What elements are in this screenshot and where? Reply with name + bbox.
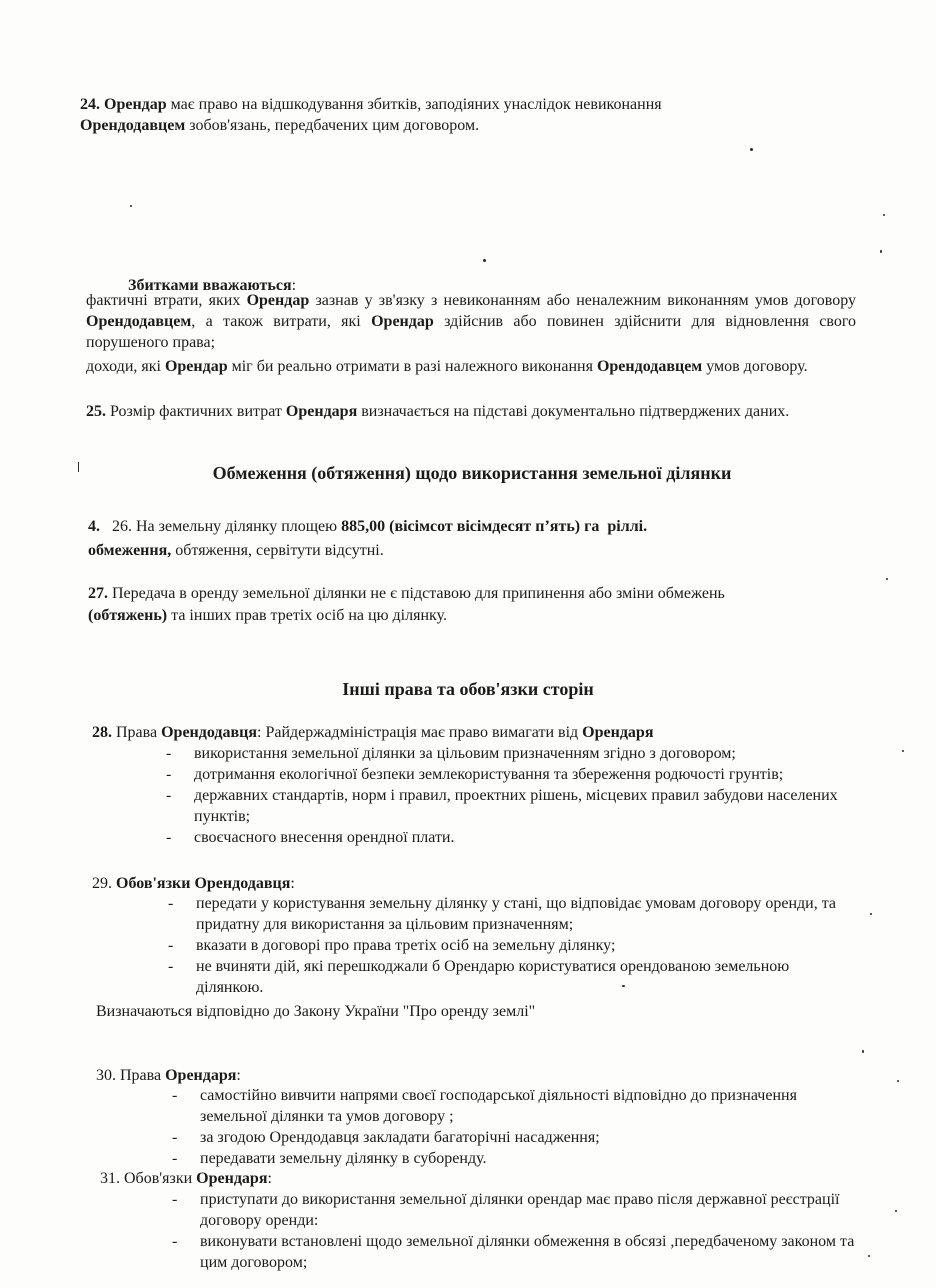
section-heading-rights: Інші права та обов'язки сторін — [342, 679, 594, 699]
scan-speck — [750, 148, 753, 151]
paragraph-25: 25. Розмір фактичних витрат Орендаря визначається на підставі документально підтверджених даних. — [86, 403, 790, 420]
clause-number: 24. — [80, 96, 100, 113]
list-item: - виконувати встановлені щодо земельної ділянки обмеження в обсязі ,передбаченому законом та цим договором; — [172, 1231, 864, 1273]
list-item: - передати у користування земельну ділянку у стані, що відповідає умовам договору оренди, та придатну для використання за цільовим призначенням; — [168, 893, 848, 935]
paragraph-31: 31. Обов'язки Орендаря: — [100, 1170, 272, 1187]
scan-speck — [862, 1050, 864, 1053]
list-item: - використання земельної ділянки за цільовим призначенням згідно з договором; — [166, 743, 866, 764]
clause-number: 28. — [92, 724, 112, 741]
list-item: - за згодою Орендодавця закладати багаторічні насадження; — [172, 1127, 812, 1148]
law-reference: Визначаються відповідно до Закону України "Про оренду землі" — [96, 1003, 536, 1020]
scan-speck — [883, 214, 885, 216]
lessee-obligations-list — [172, 1189, 864, 1273]
section-heading-restrictions: Обмеження (обтяження) щодо використання земельної ділянки — [212, 463, 732, 483]
scan-speck — [886, 578, 888, 580]
list-item: - дотримання екологічної безпеки землекористування та збереження родючості грунтів; — [166, 764, 866, 785]
scan-speck — [902, 750, 904, 752]
clause-number: 25. — [86, 403, 106, 420]
paragraph-24 — [80, 94, 760, 136]
scan-speck — [880, 250, 882, 253]
scan-speck — [130, 205, 132, 207]
paragraph-28: 28. Права Орендодавця: Райдержадміністрація має право вимагати від Орендаря — [92, 724, 654, 741]
paragraph-text: зобов'язань, передбачених цим договором. — [189, 117, 480, 134]
list-item: - державних стандартів, норм і правил, проектних рішень, місцевих правил забудови населених пунктів; — [166, 785, 844, 827]
paragraph-29: 29. Обов'язки Орендодавця: — [92, 875, 295, 892]
clause-number: 26. — [112, 518, 132, 535]
clause-number: 27. — [88, 585, 108, 602]
list-item: - не вчиняти дій, які перешкоджали б Орендарю користуватися орендованою земельною ділянкою. — [168, 956, 796, 998]
scan-speck — [483, 259, 486, 262]
clause-number: 29. — [92, 875, 112, 892]
scan-speck — [870, 913, 872, 915]
lessor-rights-list — [166, 743, 866, 848]
party-name: Орендар — [104, 96, 167, 113]
scan-speck — [897, 1080, 899, 1082]
losses-title: Збитками вважаються: — [128, 277, 297, 294]
clause-number: 31. — [100, 1170, 120, 1187]
paragraph-text: має право на відшкодування збитків, заподіяних унаслідок невиконання — [170, 96, 662, 113]
paragraph-30: 30. Права Орендаря: — [96, 1067, 241, 1084]
scan-speck — [78, 462, 79, 472]
party-name: Орендодавцем — [80, 117, 186, 134]
scan-speck — [622, 985, 625, 987]
list-item: - приступати до використання земельної ділянки орендар має право після державної реєстрації договору оренди: — [172, 1189, 864, 1231]
clause-number: 30. — [96, 1067, 116, 1084]
losses-item-actual: фактичні втрати, яких Орендар зазнав у зв'язку з невиконанням або неналежним виконанням умов договору Орендодавцем, а також витрати, які Орендар здійснив або повинен здійснити для відновлення свого порушеного права; — [86, 292, 857, 351]
list-item: - передавати земельну ділянку в суборенду. — [172, 1148, 812, 1169]
lessor-obligations-list — [168, 893, 848, 998]
paragraph-27: 27. Передача в оренду земельної ділянки не є підставою для припинення або зміни обмежень (обтяжень) та інших прав третіх осіб на цю ділянку. — [88, 585, 725, 624]
list-item: - своєчасного внесення орендної плати. — [166, 827, 866, 848]
lessee-rights-list — [172, 1085, 812, 1169]
list-item: - самостійно вивчити напрями своєї господарської діяльності відповідно до призначення земельної ділянки та умов договору ; — [172, 1085, 812, 1127]
losses-item-income: доходи, які Орендар міг би реально отримати в разі належного виконання Орендодавцем умов договору. — [86, 358, 808, 375]
scan-speck — [868, 1255, 870, 1257]
scan-speck — [895, 1210, 897, 1212]
paragraph-26: 4. 26. На земельну ділянку площею 885,00 (вісімсот вісімдесят п’ять) га ріллі. обмеження, обтяження, сервітути відсутні. — [88, 518, 648, 559]
list-item: - вказати в договорі про права третіх осіб на земельну ділянку; — [168, 935, 848, 956]
